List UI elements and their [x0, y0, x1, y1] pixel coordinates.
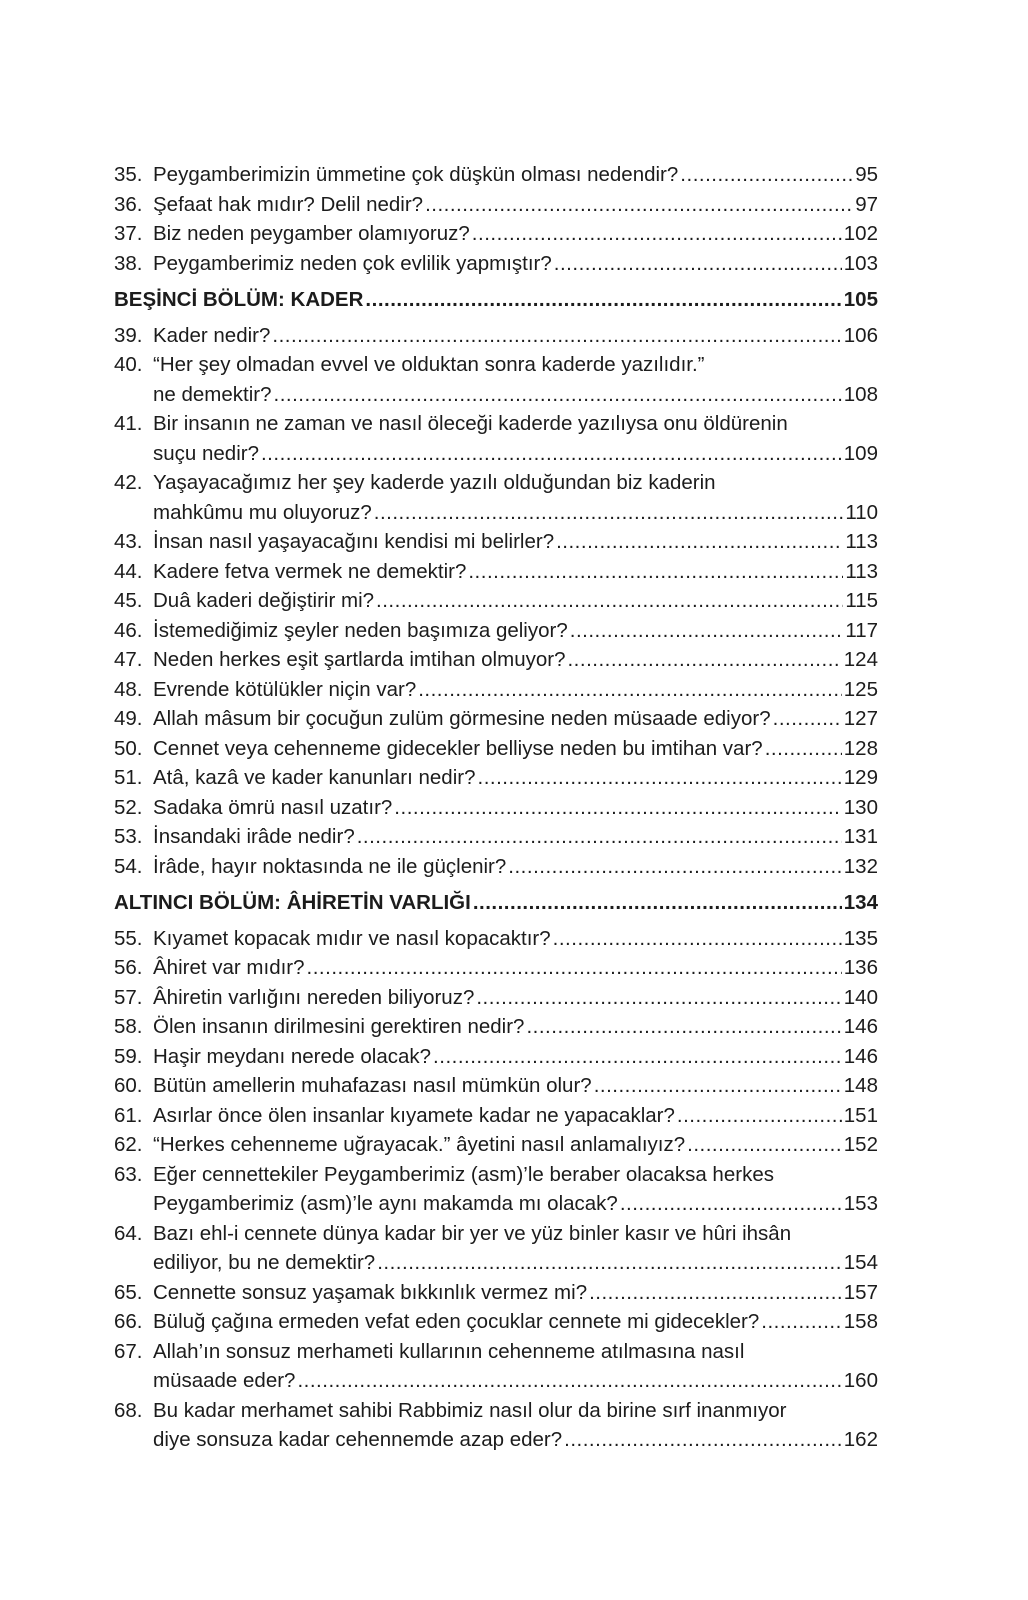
entry-text-line: Bazı ehl-i cennete dünya kadar bir yer ve yüz binler kasır ve hûri ihsân	[153, 1221, 792, 1245]
entry-number: 55.	[114, 926, 143, 950]
dot-leader	[687, 1130, 842, 1160]
toc-entry	[114, 1012, 878, 1042]
page-number: 102	[843, 222, 878, 245]
dot-leader	[620, 1189, 842, 1219]
section-heading	[114, 888, 878, 918]
entry-text: Neden herkes eşit şartlarda imtihan olmuyor?	[153, 648, 566, 671]
entry-number: 36.	[114, 192, 143, 216]
page-number: 153	[843, 1192, 878, 1215]
dot-leader	[476, 983, 841, 1013]
entry-text: Haşir meydanı nerede olacak?	[153, 1044, 432, 1068]
dot-leader	[307, 953, 842, 983]
toc-entry	[114, 734, 878, 764]
entry-number: 40.	[114, 353, 143, 376]
entry-text: Peygamberimiz neden çok evlilik yapmıştır?	[153, 251, 552, 275]
dot-leader	[357, 822, 842, 852]
toc-entry	[114, 409, 878, 468]
page-number: 146	[843, 1044, 878, 1068]
dot-leader	[468, 557, 843, 587]
dot-leader	[274, 380, 842, 410]
entry-number: 62.	[114, 1133, 143, 1156]
dot-leader	[374, 498, 844, 528]
page-number: 97	[855, 192, 878, 216]
toc-entry	[114, 704, 878, 734]
page-number: 140	[843, 985, 878, 1009]
entry-text: Duâ kaderi değiştirir mi?	[153, 589, 375, 612]
page-number: 113	[845, 530, 878, 553]
toc-entry	[114, 763, 878, 793]
dot-leader	[297, 1366, 841, 1396]
toc-entry	[114, 1130, 878, 1160]
dot-leader	[589, 1278, 842, 1308]
entry-number: 45.	[114, 589, 143, 612]
entry-number: 44.	[114, 559, 143, 583]
page-number: 109	[843, 441, 878, 465]
entry-number: 67.	[114, 1339, 143, 1363]
page-number: 95	[855, 163, 878, 186]
entry-text: Evrende kötülükler niçin var?	[153, 677, 417, 701]
toc-entry	[114, 249, 878, 279]
dot-leader	[272, 321, 841, 351]
dot-leader	[761, 1307, 842, 1337]
dot-leader	[556, 527, 843, 557]
entry-number: 43.	[114, 530, 143, 553]
entry-text-line: Bir insanın ne zaman ve nasıl öleceği kaderde yazılıysa onu öldürenin	[153, 412, 788, 435]
page-number: 162	[843, 1428, 878, 1451]
dot-leader	[526, 1012, 841, 1042]
page-number: 134	[843, 891, 878, 914]
entry-number: 64.	[114, 1221, 143, 1245]
entry-text: İnsan nasıl yaşayacağını kendisi mi belirler?	[153, 530, 555, 553]
entry-number: 68.	[114, 1398, 143, 1422]
toc-entry	[114, 190, 878, 220]
toc-entry	[114, 468, 878, 527]
page-number: 103	[843, 251, 878, 275]
toc-entry	[114, 852, 878, 882]
entry-text: Cennette sonsuz yaşamak bıkkınlık vermez mi?	[153, 1280, 588, 1304]
entry-text-line: Yaşayacağımız her şey kaderde yazılı olduğundan biz kaderin	[153, 471, 716, 494]
toc-entry	[114, 1337, 878, 1396]
entry-text: İrâde, hayır noktasında ne ile güçlenir?	[153, 854, 507, 878]
entry-number: 38.	[114, 251, 143, 275]
entry-text: Kadere fetva vermek ne demektir?	[153, 559, 467, 583]
entry-number: 39.	[114, 323, 143, 347]
toc-entry	[114, 822, 878, 852]
page-number: 124	[843, 648, 878, 671]
entry-text: müsaade eder?	[153, 1369, 296, 1392]
toc-entry	[114, 160, 878, 190]
page-number: 157	[843, 1280, 878, 1304]
table-of-contents	[114, 160, 878, 1455]
page-number: 160	[843, 1369, 878, 1392]
toc-entry	[114, 321, 878, 351]
page-number: 110	[845, 500, 878, 524]
entry-text: Sadaka ömrü nasıl uzatır?	[153, 795, 393, 819]
entry-text: Cennet veya cehenneme gidecekler belliyse neden bu imtihan var?	[153, 736, 763, 760]
dot-leader	[478, 763, 842, 793]
page-number: 154	[843, 1251, 878, 1274]
page-number: 132	[843, 854, 878, 878]
entry-text: “Herkes cehenneme uğrayacak.” âyetini nasıl anlamalıyız?	[153, 1133, 686, 1156]
toc-entry	[114, 1071, 878, 1101]
entry-text: Şefaat hak mıdır? Delil nedir?	[153, 192, 424, 216]
entry-number: 49.	[114, 707, 143, 730]
entry-text: Peygamberimizin ümmetine çok düşkün olması nedendir?	[153, 163, 679, 186]
entry-number: 60.	[114, 1074, 143, 1097]
page-number: 125	[843, 677, 878, 701]
dot-leader	[508, 852, 842, 882]
toc-entry	[114, 616, 878, 646]
dot-leader	[472, 219, 842, 249]
page-number: 130	[843, 795, 878, 819]
entry-text: Atâ, kazâ ve kader kanunları nedir?	[153, 766, 476, 789]
entry-text: Âhiretin varlığını nereden biliyoruz?	[153, 985, 475, 1009]
dot-leader	[418, 675, 842, 705]
entry-number: 61.	[114, 1103, 143, 1127]
entry-number: 63.	[114, 1162, 143, 1186]
toc-entry	[114, 586, 878, 616]
dot-leader	[365, 285, 841, 315]
page-number: 158	[843, 1310, 878, 1333]
toc-entry	[114, 793, 878, 823]
entry-number: 48.	[114, 677, 143, 701]
page-number: 131	[843, 825, 878, 848]
page-number: 113	[845, 559, 878, 583]
entry-text-line: Allah’ın sonsuz merhameti kullarının cehenneme atılmasına nasıl	[153, 1339, 745, 1363]
toc-entry	[114, 924, 878, 954]
dot-leader	[570, 616, 844, 646]
toc-entry	[114, 953, 878, 983]
entry-number: 46.	[114, 618, 143, 642]
page-number: 151	[843, 1103, 878, 1127]
entry-text: Biz neden peygamber olamıyoruz?	[153, 222, 470, 245]
entry-number: 42.	[114, 471, 143, 494]
page-number: 136	[843, 956, 878, 979]
entry-text: Âhiret var mıdır?	[153, 956, 305, 979]
entry-number: 35.	[114, 163, 143, 186]
entry-number: 47.	[114, 648, 143, 671]
page-number: 148	[843, 1074, 878, 1097]
dot-leader	[564, 1425, 842, 1455]
entry-text: Kader nedir?	[153, 323, 271, 347]
dot-leader	[376, 586, 843, 616]
entry-text: Büluğ çağına ermeden vefat eden çocuklar cennete mi gidecekler?	[153, 1310, 760, 1333]
dot-leader	[553, 924, 842, 954]
entry-text-line: Eğer cennettekiler Peygamberimiz (asm)’le beraber olacaksa herkes	[153, 1162, 774, 1186]
page-number: 127	[843, 707, 878, 730]
entry-number: 57.	[114, 985, 143, 1009]
toc-entry	[114, 645, 878, 675]
dot-leader	[473, 888, 842, 918]
toc-entry	[114, 1042, 878, 1072]
section-heading	[114, 285, 878, 315]
toc-entry	[114, 350, 878, 409]
dot-leader	[677, 1101, 842, 1131]
toc-entry	[114, 1101, 878, 1131]
entry-text: Asırlar önce ölen insanlar kıyamete kadar ne yapacaklar?	[153, 1103, 675, 1127]
entry-number: 58.	[114, 1015, 143, 1038]
page-number: 117	[845, 618, 878, 642]
toc-entry	[114, 1307, 878, 1337]
entry-text: diye sonsuza kadar cehennemde azap eder?	[153, 1428, 563, 1451]
entry-text: İstemediğimiz şeyler neden başımıza geliyor?	[153, 618, 568, 642]
entry-number: 50.	[114, 736, 143, 760]
entry-text: mahkûmu mu oluyoruz?	[153, 500, 372, 524]
entry-text-line: Bu kadar merhamet sahibi Rabbimiz nasıl olur da birine sırf inanmıyor	[153, 1398, 787, 1422]
page-number: 129	[843, 766, 878, 789]
entry-text: Peygamberimiz (asm)’le aynı makamda mı olacak?	[153, 1192, 618, 1215]
toc-entry	[114, 983, 878, 1013]
dot-leader	[261, 439, 842, 469]
toc-entry	[114, 1278, 878, 1308]
dot-leader	[433, 1042, 842, 1072]
section-title: BEŞİNCİ BÖLÜM: KADER	[114, 288, 364, 311]
page-number: 135	[843, 926, 878, 950]
page-number: 128	[843, 736, 878, 760]
page-number: 115	[845, 589, 878, 612]
entry-text: suçu nedir?	[153, 441, 259, 465]
entry-text-line: “Her şey olmadan evvel ve olduktan sonra kaderde yazılıdır.”	[153, 353, 705, 376]
entry-text: ne demektir?	[153, 382, 272, 406]
dot-leader	[425, 190, 853, 220]
dot-leader	[394, 793, 841, 823]
entry-number: 54.	[114, 854, 143, 878]
entry-text: Kıyamet kopacak mıdır ve nasıl kopacaktır?	[153, 926, 551, 950]
entry-number: 66.	[114, 1310, 143, 1333]
toc-entry	[114, 1219, 878, 1278]
dot-leader	[773, 704, 842, 734]
entry-text: Bütün amellerin muhafazası nasıl mümkün olur?	[153, 1074, 592, 1097]
entry-number: 65.	[114, 1280, 143, 1304]
toc-entry	[114, 527, 878, 557]
page-number: 108	[843, 382, 878, 406]
toc-entry	[114, 675, 878, 705]
dot-leader	[680, 160, 853, 190]
entry-text: ediliyor, bu ne demektir?	[153, 1251, 376, 1274]
entry-number: 37.	[114, 222, 143, 245]
toc-entry	[114, 1160, 878, 1219]
dot-leader	[765, 734, 842, 764]
toc-entry	[114, 557, 878, 587]
entry-number: 41.	[114, 412, 143, 435]
entry-number: 53.	[114, 825, 143, 848]
entry-number: 52.	[114, 795, 143, 819]
page-number: 146	[843, 1015, 878, 1038]
dot-leader	[377, 1248, 842, 1278]
page-number: 152	[843, 1133, 878, 1156]
toc-entry	[114, 219, 878, 249]
page-number: 106	[843, 323, 878, 347]
dot-leader	[554, 249, 842, 279]
entry-number: 56.	[114, 956, 143, 979]
entry-number: 51.	[114, 766, 143, 789]
section-title: ALTINCI BÖLÜM: ÂHİRETİN VARLIĞI	[114, 891, 471, 914]
dot-leader	[594, 1071, 842, 1101]
entry-number: 59.	[114, 1044, 143, 1068]
entry-text: İnsandaki irâde nedir?	[153, 825, 355, 848]
entry-text: Ölen insanın dirilmesini gerektiren nedir?	[153, 1015, 525, 1038]
entry-text: Allah mâsum bir çocuğun zulüm görmesine neden müsaade ediyor?	[153, 707, 771, 730]
dot-leader	[567, 645, 841, 675]
toc-entry	[114, 1396, 878, 1455]
page-number: 105	[843, 288, 878, 311]
